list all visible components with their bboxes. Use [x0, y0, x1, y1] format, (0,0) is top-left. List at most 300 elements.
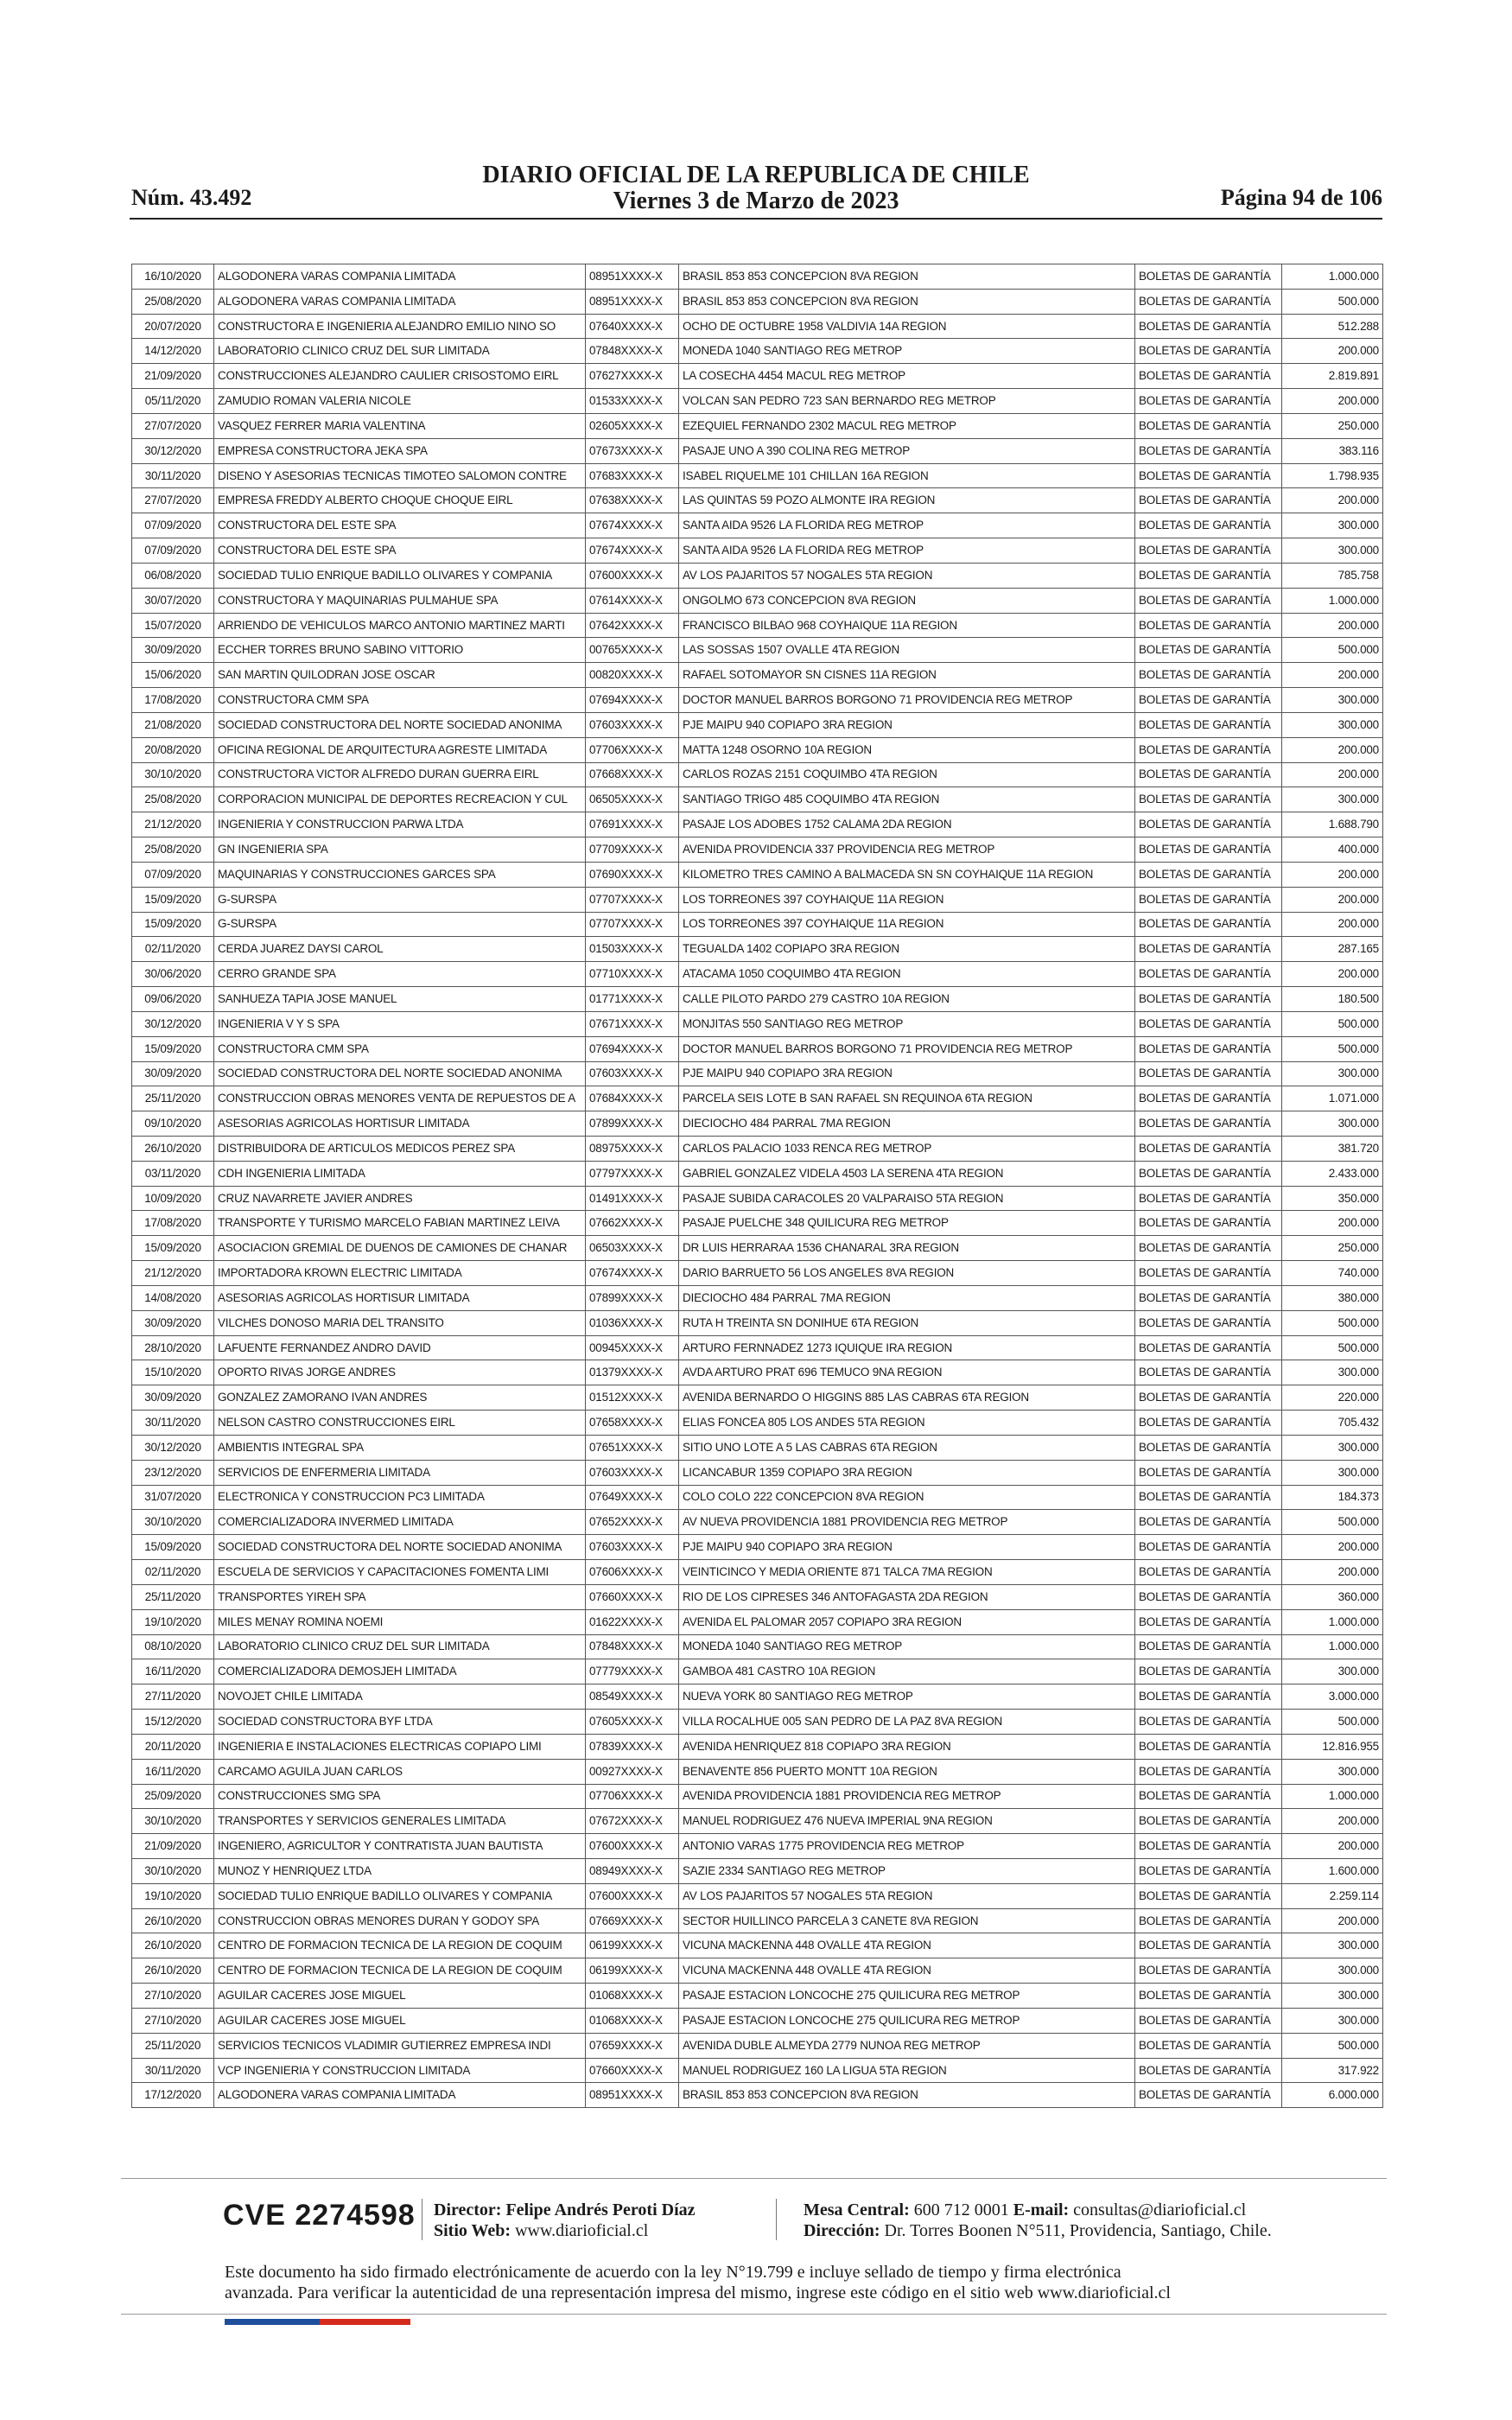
contact-block [804, 2200, 1272, 2241]
amount-cell: 500.000 [1282, 1335, 1383, 1360]
date-cell: 30/09/2020 [132, 638, 214, 663]
rut-cell: 00927XXXX-X [586, 1759, 679, 1784]
rut-cell: 01036XXXX-X [586, 1310, 679, 1335]
amount-cell: 300.000 [1282, 712, 1383, 737]
date-cell: 30/12/2020 [132, 1435, 214, 1460]
rut-cell: 07674XXXX-X [586, 513, 679, 538]
guarantee-table [131, 264, 1383, 2108]
amount-cell: 1.071.000 [1282, 1086, 1383, 1111]
type-cell: BOLETAS DE GARANTÍA [1135, 2033, 1282, 2058]
amount-cell: 350.000 [1282, 1186, 1383, 1211]
amount-cell: 200.000 [1282, 613, 1383, 638]
type-cell: BOLETAS DE GARANTÍA [1135, 962, 1282, 987]
table-row [132, 1560, 1383, 1585]
date-cell: 25/08/2020 [132, 289, 214, 314]
type-cell: BOLETAS DE GARANTÍA [1135, 1958, 1282, 1984]
amount-cell: 300.000 [1282, 1659, 1383, 1684]
table-row [132, 1186, 1383, 1211]
type-cell: BOLETAS DE GARANTÍA [1135, 463, 1282, 488]
address-cell: CARLOS PALACIO 1033 RENCA REG METROP [679, 1136, 1135, 1161]
date-cell: 09/06/2020 [132, 987, 214, 1012]
type-cell: BOLETAS DE GARANTÍA [1135, 1584, 1282, 1609]
rut-cell: 01068XXXX-X [586, 1984, 679, 2009]
address-cell: AVENIDA HENRIQUEZ 818 COPIAPO 3RA REGION [679, 1734, 1135, 1759]
rut-cell: 07600XXXX-X [586, 1883, 679, 1908]
table-row [132, 1784, 1383, 1809]
amount-cell: 200.000 [1282, 1535, 1383, 1560]
rut-cell: 01379XXXX-X [586, 1360, 679, 1385]
type-cell: BOLETAS DE GARANTÍA [1135, 538, 1282, 564]
type-cell: BOLETAS DE GARANTÍA [1135, 513, 1282, 538]
web-link[interactable]: www.diarioficial.cl [515, 2221, 649, 2240]
web-label: Sitio Web: [434, 2221, 511, 2240]
table-row [132, 1011, 1383, 1036]
rut-cell: 02605XXXX-X [586, 413, 679, 438]
date-cell: 15/09/2020 [132, 1535, 214, 1560]
rut-cell: 07603XXXX-X [586, 1460, 679, 1485]
table-row [132, 937, 1383, 962]
rut-cell: 07706XXXX-X [586, 737, 679, 762]
address-cell: SAZIE 2334 SANTIAGO REG METROP [679, 1859, 1135, 1884]
rut-cell: 06199XXXX-X [586, 1933, 679, 1958]
address-cell: DIECIOCHO 484 PARRAL 7MA REGION [679, 1285, 1135, 1310]
rut-cell: 07652XXXX-X [586, 1510, 679, 1535]
table-row [132, 1984, 1383, 2009]
address-label: Dirección: [804, 2221, 880, 2240]
address-cell: MONEDA 1040 SANTIAGO REG METROP [679, 339, 1135, 364]
amount-cell: 500.000 [1282, 2033, 1383, 2058]
address-cell: RUTA H TREINTA SN DONIHUE 6TA REGION [679, 1310, 1135, 1335]
address-cell: LAS QUINTAS 59 POZO ALMONTE IRA REGION [679, 488, 1135, 513]
address-cell: AVENIDA DUBLE ALMEYDA 2779 NUNOA REG METROP [679, 2033, 1135, 2058]
date-cell: 30/10/2020 [132, 762, 214, 787]
amount-cell: 287.165 [1282, 937, 1383, 962]
date-cell: 05/11/2020 [132, 389, 214, 414]
address-cell: ISABEL RIQUELME 101 CHILLAN 16A REGION [679, 463, 1135, 488]
address-cell: AVENIDA PROVIDENCIA 337 PROVIDENCIA REG METROP [679, 837, 1135, 863]
type-cell: BOLETAS DE GARANTÍA [1135, 1435, 1282, 1460]
type-cell: BOLETAS DE GARANTÍA [1135, 1011, 1282, 1036]
table-row [132, 588, 1383, 613]
type-cell: BOLETAS DE GARANTÍA [1135, 1710, 1282, 1735]
address-cell: ATACAMA 1050 COQUIMBO 4TA REGION [679, 962, 1135, 987]
table-row [132, 1111, 1383, 1137]
rut-cell: 07603XXXX-X [586, 1535, 679, 1560]
table-row [132, 1883, 1383, 1908]
rut-cell: 07707XXXX-X [586, 912, 679, 937]
date-cell: 20/08/2020 [132, 737, 214, 762]
table-row [132, 2058, 1383, 2083]
date-cell: 06/08/2020 [132, 563, 214, 588]
table-row [132, 812, 1383, 837]
amount-cell: 785.758 [1282, 563, 1383, 588]
name-cell: INGENIERO, AGRICULTOR Y CONTRATISTA JUAN BAUTISTA [214, 1834, 586, 1859]
address-cell: LOS TORREONES 397 COYHAIQUE 11A REGION [679, 912, 1135, 937]
type-cell: BOLETAS DE GARANTÍA [1135, 1734, 1282, 1759]
date-cell: 07/09/2020 [132, 513, 214, 538]
address-cell: LOS TORREONES 397 COYHAIQUE 11A REGION [679, 887, 1135, 912]
footer-divider [121, 2178, 1387, 2179]
amount-cell: 180.500 [1282, 987, 1383, 1012]
amount-cell: 3.000.000 [1282, 1684, 1383, 1710]
date-cell: 26/10/2020 [132, 1908, 214, 1933]
type-cell: BOLETAS DE GARANTÍA [1135, 563, 1282, 588]
amount-cell: 200.000 [1282, 389, 1383, 414]
type-cell: BOLETAS DE GARANTÍA [1135, 289, 1282, 314]
table-row [132, 1385, 1383, 1411]
name-cell: NELSON CASTRO CONSTRUCCIONES EIRL [214, 1411, 586, 1436]
director-label: Director: [434, 2200, 502, 2219]
name-cell: EMPRESA CONSTRUCTORA JEKA SPA [214, 438, 586, 463]
table-row [132, 488, 1383, 513]
rut-cell: 07603XXXX-X [586, 1061, 679, 1086]
type-cell: BOLETAS DE GARANTÍA [1135, 413, 1282, 438]
amount-cell: 200.000 [1282, 339, 1383, 364]
rut-cell: 07690XXXX-X [586, 862, 679, 887]
date-cell: 14/12/2020 [132, 339, 214, 364]
date-cell: 10/09/2020 [132, 1186, 214, 1211]
type-cell: BOLETAS DE GARANTÍA [1135, 1411, 1282, 1436]
amount-cell: 300.000 [1282, 1111, 1383, 1137]
rut-cell: 07669XXXX-X [586, 1908, 679, 1933]
address-cell: PJE MAIPU 940 COPIAPO 3RA REGION [679, 1061, 1135, 1086]
rut-cell: 07662XXXX-X [586, 1211, 679, 1236]
date-cell: 30/09/2020 [132, 1310, 214, 1335]
type-cell: BOLETAS DE GARANTÍA [1135, 862, 1282, 887]
table-row [132, 912, 1383, 937]
date-cell: 25/11/2020 [132, 2033, 214, 2058]
amount-cell: 200.000 [1282, 488, 1383, 513]
date-cell: 15/12/2020 [132, 1710, 214, 1735]
legal-divider [121, 2314, 1387, 2315]
amount-cell: 220.000 [1282, 1385, 1383, 1411]
amount-cell: 300.000 [1282, 513, 1383, 538]
amount-cell: 200.000 [1282, 887, 1383, 912]
address-cell: BRASIL 853 853 CONCEPCION 8VA REGION [679, 2083, 1135, 2108]
table-row [132, 1435, 1383, 1460]
type-cell: BOLETAS DE GARANTÍA [1135, 389, 1282, 414]
type-cell: BOLETAS DE GARANTÍA [1135, 1236, 1282, 1261]
address-cell: DOCTOR MANUEL BARROS BORGONO 71 PROVIDENCIA REG METROP [679, 688, 1135, 713]
date-cell: 20/07/2020 [132, 314, 214, 339]
amount-cell: 200.000 [1282, 1560, 1383, 1585]
table-row [132, 1136, 1383, 1161]
name-cell: GONZALEZ ZAMORANO IVAN ANDRES [214, 1385, 586, 1411]
name-cell: MUNOZ Y HENRIQUEZ LTDA [214, 1859, 586, 1884]
type-cell: BOLETAS DE GARANTÍA [1135, 2083, 1282, 2108]
type-cell: BOLETAS DE GARANTÍA [1135, 488, 1282, 513]
address-cell: AVENIDA EL PALOMAR 2057 COPIAPO 3RA REGION [679, 1609, 1135, 1634]
amount-cell: 250.000 [1282, 413, 1383, 438]
type-cell: BOLETAS DE GARANTÍA [1135, 1684, 1282, 1710]
name-cell: CRUZ NAVARRETE JAVIER ANDRES [214, 1186, 586, 1211]
rut-cell: 07640XXXX-X [586, 314, 679, 339]
issue-number: Núm. 43.492 [131, 185, 252, 210]
type-cell: BOLETAS DE GARANTÍA [1135, 1933, 1282, 1958]
date-cell: 30/11/2020 [132, 2058, 214, 2083]
date-cell: 30/06/2020 [132, 962, 214, 987]
type-cell: BOLETAS DE GARANTÍA [1135, 364, 1282, 389]
date-cell: 27/10/2020 [132, 2008, 214, 2033]
address-cell: MANUEL RODRIGUEZ 476 NUEVA IMPERIAL 9NA REGION [679, 1809, 1135, 1834]
amount-cell: 200.000 [1282, 862, 1383, 887]
type-cell: BOLETAS DE GARANTÍA [1135, 314, 1282, 339]
amount-cell: 1.000.000 [1282, 264, 1383, 290]
amount-cell: 380.000 [1282, 1285, 1383, 1310]
rut-cell: 07673XXXX-X [586, 438, 679, 463]
name-cell: AGUILAR CACERES JOSE MIGUEL [214, 1984, 586, 2009]
rut-cell: 06199XXXX-X [586, 1958, 679, 1984]
type-cell: BOLETAS DE GARANTÍA [1135, 1161, 1282, 1186]
date-cell: 30/07/2020 [132, 588, 214, 613]
address-cell: ELIAS FONCEA 805 LOS ANDES 5TA REGION [679, 1411, 1135, 1436]
table-row [132, 762, 1383, 787]
name-cell: INGENIERIA E INSTALACIONES ELECTRICAS COPIAPO LIMI [214, 1734, 586, 1759]
table-row [132, 1261, 1383, 1286]
amount-cell: 317.922 [1282, 2058, 1383, 2083]
date-cell: 28/10/2020 [132, 1335, 214, 1360]
name-cell: ASESORIAS AGRICOLAS HORTISUR LIMITADA [214, 1285, 586, 1310]
rut-cell: 07671XXXX-X [586, 1011, 679, 1036]
address-cell: PJE MAIPU 940 COPIAPO 3RA REGION [679, 712, 1135, 737]
name-cell: ZAMUDIO ROMAN VALERIA NICOLE [214, 389, 586, 414]
date-cell: 30/11/2020 [132, 1411, 214, 1436]
address-cell: VOLCAN SAN PEDRO 723 SAN BERNARDO REG METROP [679, 389, 1135, 414]
type-cell: BOLETAS DE GARANTÍA [1135, 438, 1282, 463]
date-cell: 21/12/2020 [132, 1261, 214, 1286]
date-cell: 15/09/2020 [132, 1036, 214, 1061]
rut-cell: 07658XXXX-X [586, 1411, 679, 1436]
amount-cell: 1.798.935 [1282, 463, 1383, 488]
amount-cell: 360.000 [1282, 1584, 1383, 1609]
address-cell: VEINTICINCO Y MEDIA ORIENTE 871 TALCA 7MA REGION [679, 1560, 1135, 1585]
name-cell: CONSTRUCTORA CMM SPA [214, 688, 586, 713]
type-cell: BOLETAS DE GARANTÍA [1135, 2008, 1282, 2033]
name-cell: MAQUINARIAS Y CONSTRUCCIONES GARCES SPA [214, 862, 586, 887]
table-row [132, 1710, 1383, 1735]
address-cell: RIO DE LOS CIPRESES 346 ANTOFAGASTA 2DA REGION [679, 1584, 1135, 1609]
rut-cell: 01068XXXX-X [586, 2008, 679, 2033]
amount-cell: 300.000 [1282, 1435, 1383, 1460]
name-cell: ALGODONERA VARAS COMPANIA LIMITADA [214, 2083, 586, 2108]
name-cell: G-SURSPA [214, 912, 586, 937]
name-cell: SOCIEDAD TULIO ENRIQUE BADILLO OLIVARES Y COMPANIA [214, 563, 586, 588]
address-cell: SECTOR HUILLINCO PARCELA 3 CANETE 8VA REGION [679, 1908, 1135, 1933]
address-cell: BENAVENTE 856 PUERTO MONTT 10A REGION [679, 1759, 1135, 1784]
table-row [132, 712, 1383, 737]
table-row [132, 538, 1383, 564]
name-cell: CONSTRUCTORA CMM SPA [214, 1036, 586, 1061]
rut-cell: 07600XXXX-X [586, 563, 679, 588]
rut-cell: 07694XXXX-X [586, 1036, 679, 1061]
address-cell: AVDA ARTURO PRAT 696 TEMUCO 9NA REGION [679, 1360, 1135, 1385]
date-cell: 17/12/2020 [132, 2083, 214, 2108]
date-cell: 16/11/2020 [132, 1659, 214, 1684]
amount-cell: 500.000 [1282, 289, 1383, 314]
address-cell: SANTA AIDA 9526 LA FLORIDA REG METROP [679, 538, 1135, 564]
amount-cell: 300.000 [1282, 1360, 1383, 1385]
address-cell: SITIO UNO LOTE A 5 LAS CABRAS 6TA REGION [679, 1435, 1135, 1460]
date-cell: 27/07/2020 [132, 413, 214, 438]
rut-cell: 07659XXXX-X [586, 2033, 679, 2058]
rut-cell: 07651XXXX-X [586, 1435, 679, 1460]
date-cell: 15/06/2020 [132, 663, 214, 688]
name-cell: NOVOJET CHILE LIMITADA [214, 1684, 586, 1710]
table-row [132, 1036, 1383, 1061]
rut-cell: 07899XXXX-X [586, 1111, 679, 1137]
rut-cell: 01512XXXX-X [586, 1385, 679, 1411]
address-cell: AV LOS PAJARITOS 57 NOGALES 5TA REGION [679, 1883, 1135, 1908]
address-cell: VICUNA MACKENNA 448 OVALLE 4TA REGION [679, 1933, 1135, 1958]
table-row [132, 2083, 1383, 2108]
table-row [132, 364, 1383, 389]
date-cell: 30/10/2020 [132, 1859, 214, 1884]
type-cell: BOLETAS DE GARANTÍA [1135, 837, 1282, 863]
date-cell: 25/09/2020 [132, 1784, 214, 1809]
rut-cell: 00945XXXX-X [586, 1335, 679, 1360]
amount-cell: 300.000 [1282, 1460, 1383, 1485]
rut-cell: 07672XXXX-X [586, 1809, 679, 1834]
amount-cell: 381.720 [1282, 1136, 1383, 1161]
name-cell: CERDA JUAREZ DAYSI CAROL [214, 937, 586, 962]
date-cell: 30/12/2020 [132, 1011, 214, 1036]
name-cell: SOCIEDAD CONSTRUCTORA BYF LTDA [214, 1710, 586, 1735]
name-cell: CONSTRUCTORA VICTOR ALFREDO DURAN GUERRA EIRL [214, 762, 586, 787]
table-row [132, 1485, 1383, 1510]
name-cell: CONSTRUCTORA Y MAQUINARIAS PULMAHUE SPA [214, 588, 586, 613]
type-cell: BOLETAS DE GARANTÍA [1135, 812, 1282, 837]
amount-cell: 2.433.000 [1282, 1161, 1383, 1186]
type-cell: BOLETAS DE GARANTÍA [1135, 887, 1282, 912]
rut-cell: 07603XXXX-X [586, 712, 679, 737]
rut-cell: 07660XXXX-X [586, 1584, 679, 1609]
rut-cell: 07605XXXX-X [586, 1710, 679, 1735]
name-cell: CONSTRUCTORA DEL ESTE SPA [214, 513, 586, 538]
amount-cell: 300.000 [1282, 1061, 1383, 1086]
address-cell: LICANCABUR 1359 COPIAPO 3RA REGION [679, 1460, 1135, 1485]
date-cell: 07/09/2020 [132, 538, 214, 564]
type-cell: BOLETAS DE GARANTÍA [1135, 1385, 1282, 1411]
name-cell: SOCIEDAD CONSTRUCTORA DEL NORTE SOCIEDAD ANONIMA [214, 1535, 586, 1560]
name-cell: ELECTRONICA Y CONSTRUCCION PC3 LIMITADA [214, 1485, 586, 1510]
name-cell: COMERCIALIZADORA DEMOSJEH LIMITADA [214, 1659, 586, 1684]
amount-cell: 200.000 [1282, 1809, 1383, 1834]
type-cell: BOLETAS DE GARANTÍA [1135, 1609, 1282, 1634]
name-cell: LAFUENTE FERNANDEZ ANDRO DAVID [214, 1335, 586, 1360]
type-cell: BOLETAS DE GARANTÍA [1135, 588, 1282, 613]
date-cell: 19/10/2020 [132, 1883, 214, 1908]
type-cell: BOLETAS DE GARANTÍA [1135, 787, 1282, 812]
type-cell: BOLETAS DE GARANTÍA [1135, 1759, 1282, 1784]
address-cell: PASAJE ESTACION LONCOCHE 275 QUILICURA REG METROP [679, 1984, 1135, 2009]
type-cell: BOLETAS DE GARANTÍA [1135, 1984, 1282, 2009]
table-row [132, 1609, 1383, 1634]
rut-cell: 07614XXXX-X [586, 588, 679, 613]
name-cell: TRANSPORTES Y SERVICIOS GENERALES LIMITADA [214, 1809, 586, 1834]
email-link[interactable]: consultas@diarioficial.cl [1073, 2200, 1247, 2219]
director-block [434, 2200, 696, 2241]
name-cell: OPORTO RIVAS JORGE ANDRES [214, 1360, 586, 1385]
type-cell: BOLETAS DE GARANTÍA [1135, 1061, 1282, 1086]
date-cell: 15/10/2020 [132, 1360, 214, 1385]
name-cell: ARRIENDO DE VEHICULOS MARCO ANTONIO MARTINEZ MARTI [214, 613, 586, 638]
rut-cell: 07684XXXX-X [586, 1086, 679, 1111]
name-cell: CONSTRUCCION OBRAS MENORES DURAN Y GODOY SPA [214, 1908, 586, 1933]
date-cell: 16/11/2020 [132, 1759, 214, 1784]
type-cell: BOLETAS DE GARANTÍA [1135, 613, 1282, 638]
amount-cell: 740.000 [1282, 1261, 1383, 1286]
table-row [132, 1734, 1383, 1759]
title-line-1: DIARIO OFICIAL DE LA REPUBLICA DE CHILE [482, 162, 1030, 188]
name-cell: ALGODONERA VARAS COMPANIA LIMITADA [214, 289, 586, 314]
rut-cell: 06503XXXX-X [586, 1236, 679, 1261]
rut-cell: 08949XXXX-X [586, 1859, 679, 1884]
name-cell: SERVICIOS DE ENFERMERIA LIMITADA [214, 1460, 586, 1485]
amount-cell: 500.000 [1282, 1011, 1383, 1036]
address-cell: LA COSECHA 4454 MACUL REG METROP [679, 364, 1135, 389]
type-cell: BOLETAS DE GARANTÍA [1135, 1634, 1282, 1659]
name-cell: OFICINA REGIONAL DE ARQUITECTURA AGRESTE LIMITADA [214, 737, 586, 762]
rut-cell: 07649XXXX-X [586, 1485, 679, 1510]
table-row [132, 1335, 1383, 1360]
rut-cell: 07627XXXX-X [586, 364, 679, 389]
name-cell: VILCHES DONOSO MARIA DEL TRANSITO [214, 1310, 586, 1335]
type-cell: BOLETAS DE GARANTÍA [1135, 264, 1282, 290]
name-cell: VASQUEZ FERRER MARIA VALENTINA [214, 413, 586, 438]
rut-cell: 07709XXXX-X [586, 837, 679, 863]
amount-cell: 500.000 [1282, 1310, 1383, 1335]
type-cell: BOLETAS DE GARANTÍA [1135, 1859, 1282, 1884]
rut-cell: 01771XXXX-X [586, 987, 679, 1012]
rut-cell: 07899XXXX-X [586, 1285, 679, 1310]
table-row [132, 1659, 1383, 1684]
amount-cell: 383.116 [1282, 438, 1383, 463]
amount-cell: 300.000 [1282, 1958, 1383, 1984]
type-cell: BOLETAS DE GARANTÍA [1135, 762, 1282, 787]
type-cell: BOLETAS DE GARANTÍA [1135, 1360, 1282, 1385]
name-cell: IMPORTADORA KROWN ELECTRIC LIMITADA [214, 1261, 586, 1286]
date-cell: 21/12/2020 [132, 812, 214, 837]
date-cell: 30/10/2020 [132, 1510, 214, 1535]
address-cell: CARLOS ROZAS 2151 COQUIMBO 4TA REGION [679, 762, 1135, 787]
date-cell: 30/12/2020 [132, 438, 214, 463]
address-cell: SANTA AIDA 9526 LA FLORIDA REG METROP [679, 513, 1135, 538]
date-cell: 09/10/2020 [132, 1111, 214, 1137]
table-row [132, 1510, 1383, 1535]
rut-cell: 08549XXXX-X [586, 1684, 679, 1710]
amount-cell: 300.000 [1282, 688, 1383, 713]
table-row [132, 1086, 1383, 1111]
table-row [132, 1933, 1383, 1958]
address-cell: AV LOS PAJARITOS 57 NOGALES 5TA REGION [679, 563, 1135, 588]
name-cell: CENTRO DE FORMACION TECNICA DE LA REGION DE COQUIM [214, 1933, 586, 1958]
table-row [132, 413, 1383, 438]
type-cell: BOLETAS DE GARANTÍA [1135, 1211, 1282, 1236]
name-cell: AMBIENTIS INTEGRAL SPA [214, 1435, 586, 1460]
amount-cell: 300.000 [1282, 2008, 1383, 2033]
name-cell: ASOCIACION GREMIAL DE DUENOS DE CAMIONES DE CHANAR [214, 1236, 586, 1261]
address-cell: BRASIL 853 853 CONCEPCION 8VA REGION [679, 264, 1135, 290]
flag-stripe-red [320, 2319, 410, 2325]
type-cell: BOLETAS DE GARANTÍA [1135, 1883, 1282, 1908]
date-cell: 20/11/2020 [132, 1734, 214, 1759]
type-cell: BOLETAS DE GARANTÍA [1135, 1908, 1282, 1933]
table-row [132, 1908, 1383, 1933]
table-row [132, 1584, 1383, 1609]
type-cell: BOLETAS DE GARANTÍA [1135, 1186, 1282, 1211]
rut-cell: 07779XXXX-X [586, 1659, 679, 1684]
address-cell: MONEDA 1040 SANTIAGO REG METROP [679, 1634, 1135, 1659]
